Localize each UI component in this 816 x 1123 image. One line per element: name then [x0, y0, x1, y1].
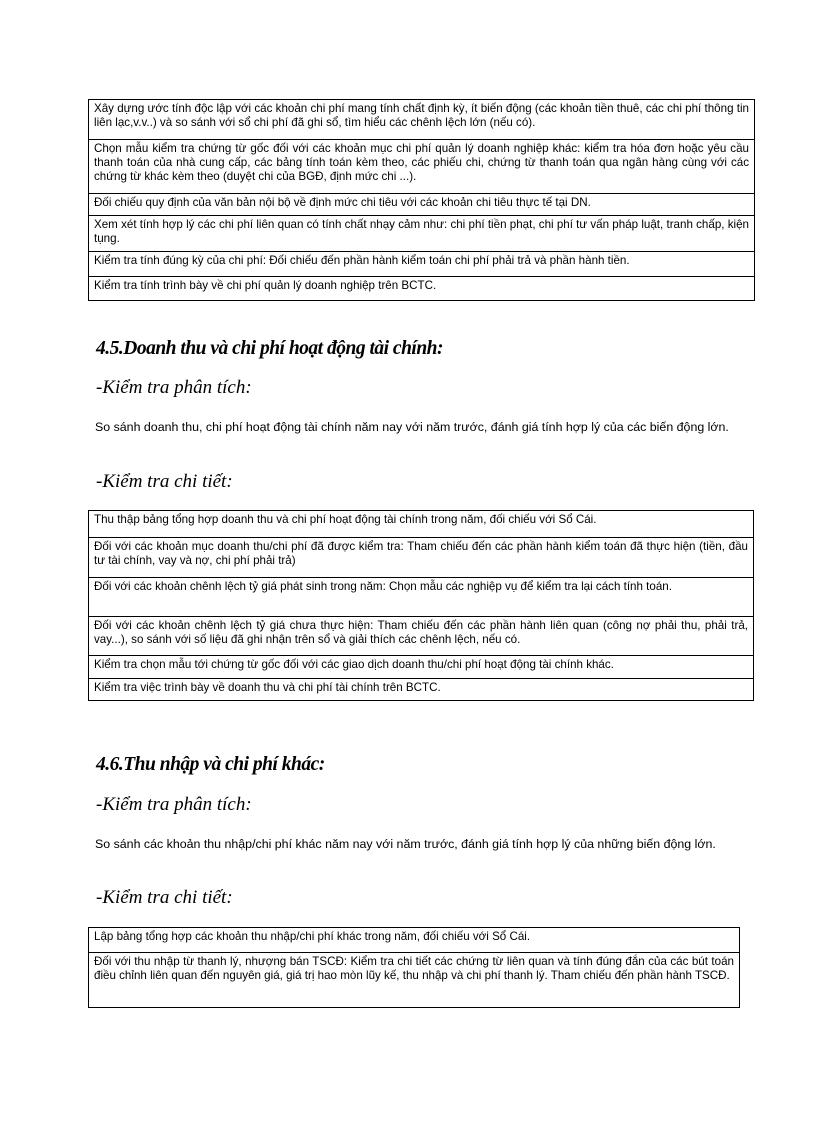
table-cell: Xây dựng ước tính độc lập với các khoản chi phí mang tính chất định kỳ, ít biến động (các khoản tiền thuê, các chi phí thông tin liên lạc,v.v..) và so sánh với sổ chi phí đã ghi sổ, tìm hiểu các chênh lệch lớn (nếu có).	[89, 100, 755, 140]
table-row	[89, 928, 740, 953]
section-4-5-heading: 4.5.Doanh thu và chi phí hoạt động tài chính:	[96, 338, 444, 359]
table-row	[89, 656, 754, 679]
table-cell: Xem xét tính hợp lý các chi phí liên quan có tính chất nhạy cảm như: chi phí tiền phạt, chi phí tư vấn pháp luật, tranh chấp, kiện tụng.	[89, 216, 755, 252]
table-row	[89, 953, 740, 1008]
table-row	[89, 538, 754, 578]
table-row	[89, 511, 754, 538]
table-row	[89, 277, 755, 301]
table-row	[89, 140, 755, 194]
analysis-heading: -Kiểm tra phân tích:	[96, 377, 252, 398]
table-cell: Đối chiếu quy định của văn bản nội bộ về định mức chi tiêu với các khoản chi tiêu thực tế tại DN.	[89, 194, 755, 216]
table-row	[89, 617, 754, 656]
table-row	[89, 216, 755, 252]
table-cell: Thu thập bảng tổng hợp doanh thu và chi phí hoạt động tài chính trong năm, đối chiếu với Sổ Cái.	[89, 511, 754, 538]
table-cell: Kiểm tra chọn mẫu tới chứng từ gốc đối với các giao dịch doanh thu/chi phí hoạt động tài chính khác.	[89, 656, 754, 679]
section-4-6-heading: 4.6.Thu nhập và chi phí khác:	[96, 754, 325, 775]
other-income-table	[88, 927, 740, 1008]
table-cell: Đối với các khoản mục doanh thu/chi phí đã được kiểm tra: Tham chiếu đến các phần hành kiểm toán đã thực hiện (tiền, đầu tư tài chính, vay và nợ, chi phí phải trả)	[89, 538, 754, 578]
detail-heading: -Kiểm tra chi tiết:	[96, 887, 233, 908]
table-row	[89, 252, 755, 277]
expense-procedures-table	[88, 99, 755, 301]
financial-activities-table	[88, 510, 754, 701]
analysis-heading: -Kiểm tra phân tích:	[96, 794, 252, 815]
table-cell: Kiểm tra tính trình bày về chi phí quản lý doanh nghiệp trên BCTC.	[89, 277, 755, 301]
table-cell: Đối với thu nhập từ thanh lý, nhượng bán TSCĐ: Kiểm tra chi tiết các chứng từ liên quan và tính đúng đắn của các bút toán điều chỉnh liên quan đến nguyên giá, giá trị hao mòn lũy kế, thu nhập và chi phí thanh lý. Tham chiếu đến phần hành TSCĐ.	[89, 953, 740, 1008]
table-row	[89, 679, 754, 701]
table-cell: Kiểm tra việc trình bày về doanh thu và chi phí tài chính trên BCTC.	[89, 679, 754, 701]
table-cell: Kiểm tra tính đúng kỳ của chi phí: Đối chiếu đến phần hành kiểm toán chi phí phải trả và phần hành tiền.	[89, 252, 755, 277]
table-cell: Đối với các khoản chênh lệch tỷ giá chưa thực hiện: Tham chiếu đến các phần hành liên quan (công nợ phải thu, phải trả, vay...), so sánh với số liệu đã ghi nhận trên sổ và giải thích các chênh lệch, nếu có.	[89, 617, 754, 656]
table-row	[89, 578, 754, 617]
table-cell: Đối với các khoản chênh lệch tỷ giá phát sinh trong năm: Chọn mẫu các nghiệp vụ để kiểm tra lại cách tính toán.	[89, 578, 754, 617]
table-row	[89, 100, 755, 140]
table-row	[89, 194, 755, 216]
analysis-paragraph: So sánh các khoản thu nhập/chi phí khác năm nay với năm trước, đánh giá tính hợp lý của những biến động lớn.	[95, 837, 716, 851]
detail-heading: -Kiểm tra chi tiết:	[96, 471, 233, 492]
table-cell: Lập bảng tổng hợp các khoản thu nhập/chi phí khác trong năm, đối chiếu với Sổ Cái.	[89, 928, 740, 953]
table-cell: Chọn mẫu kiểm tra chứng từ gốc đối với các khoản mục chi phí quản lý doanh nghiệp khác: kiểm tra hóa đơn hoặc yêu cầu thanh toán của nhà cung cấp, các bảng tính toán kèm theo, các phiếu chi, chứng từ thanh toán qua ngân hàng cùng với các chứng từ khác kèm theo (duyệt chi của BGĐ, định mức chi ...).	[89, 140, 755, 194]
analysis-paragraph: So sánh doanh thu, chi phí hoạt động tài chính năm nay với năm trước, đánh giá tính hợp lý của các biến động lớn.	[95, 420, 729, 434]
